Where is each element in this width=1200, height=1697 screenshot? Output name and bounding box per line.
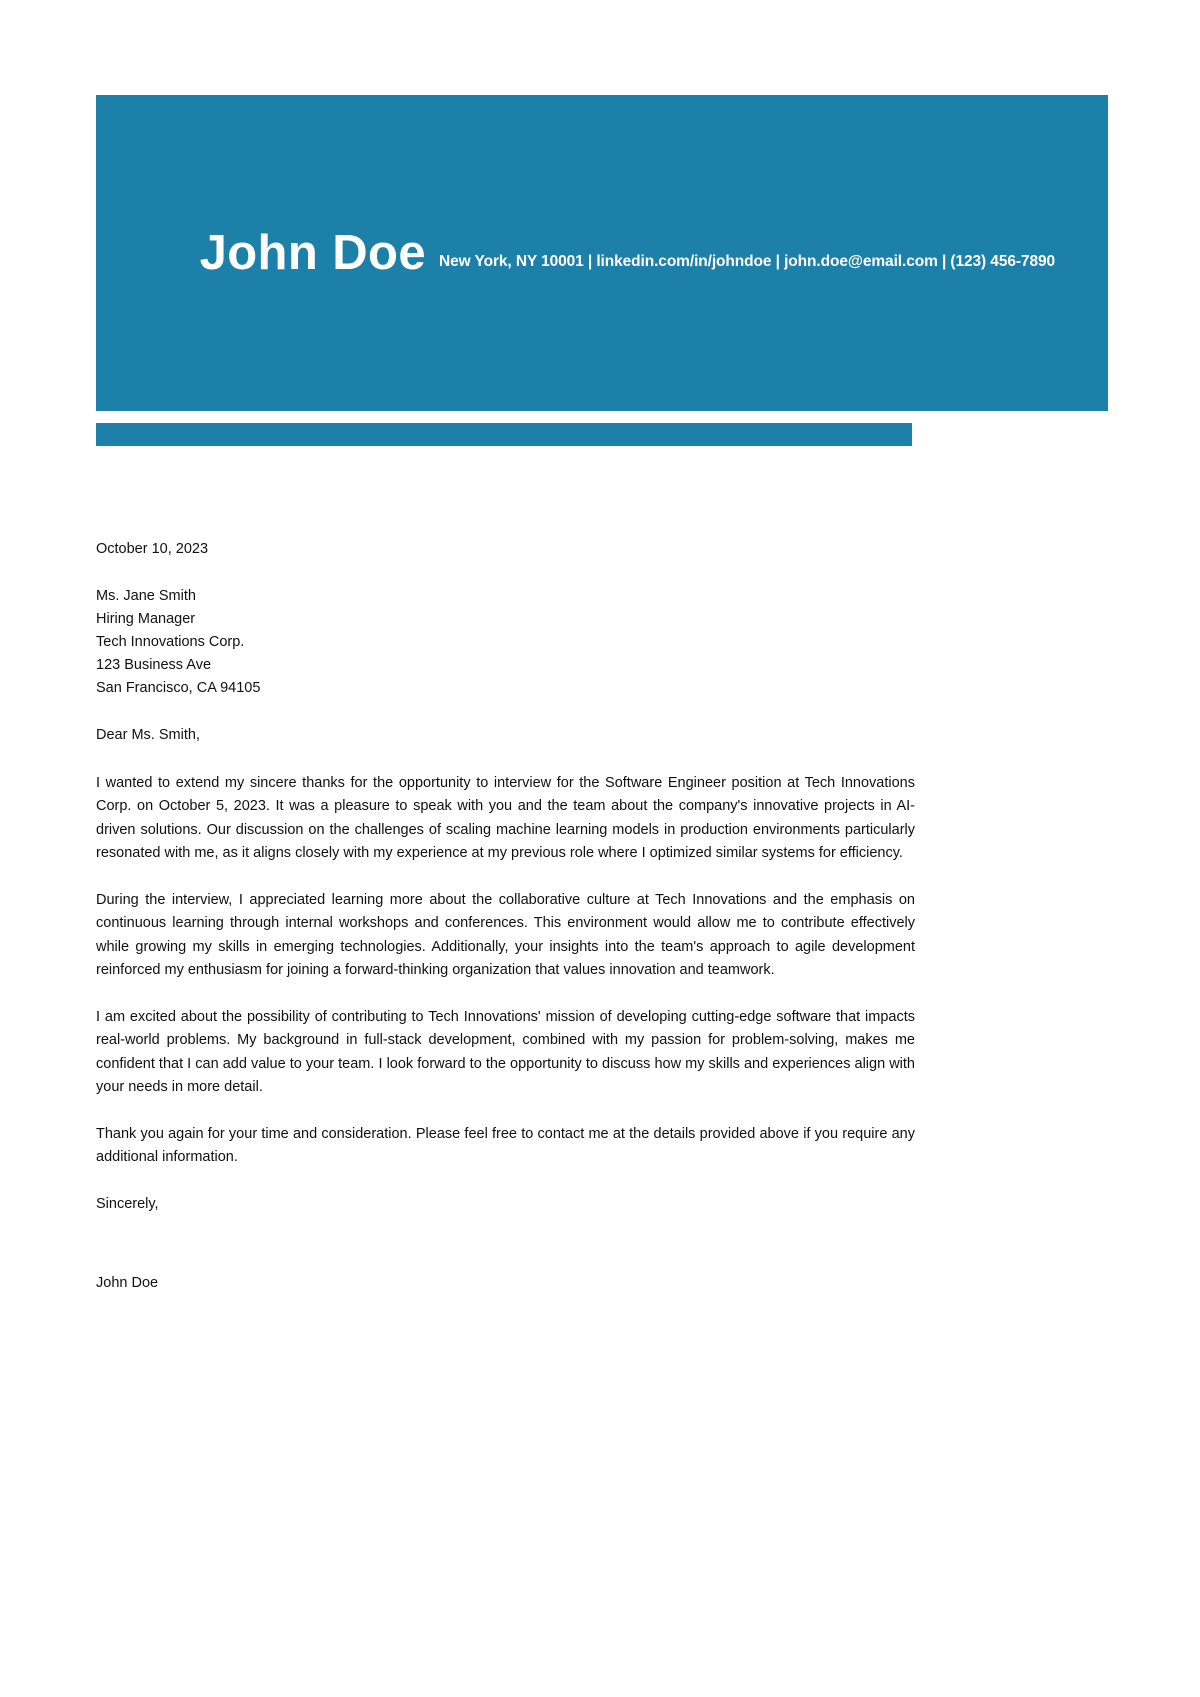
- header-content: [96, 95, 1056, 411]
- letter-body: [96, 538, 915, 1295]
- name-column: [96, 225, 426, 280]
- recipient-company: Tech Innovations Corp.: [96, 634, 245, 650]
- recipient-address-block: [96, 585, 915, 700]
- body-paragraph-1: I wanted to extend my sincere thanks for the opportunity to interview for the Software Engineer position at Tech Innovations Corp. on October 5, 2023. It was a pleasure to speak with you and the team about the company's innovative projects in AI-driven solutions. Our discussion on the challenges of scaling machine learning models in production environments particularly resonated with me, as it aligns closely with my experience at my previous role where I optimized similar systems for efficiency.: [96, 774, 915, 862]
- recipient-street: 123 Business Ave: [96, 656, 212, 673]
- recipient-title: Hiring Manager: [96, 611, 196, 628]
- signature-name: John Doe: [96, 1274, 159, 1291]
- body-paragraph-2: During the interview, I appreciated learning more about the collaborative culture at Tech Innovations and the emphasis on continuous learning through internal workshops and conferences. This environment would allow me to contribute effectively while growing my skills in emerging technologies. Additionally, your insights into the team's approach to agile development reinforced my enthusiasm for joining a forward-thinking organization that values innovation and teamwork.: [96, 891, 915, 979]
- salutation: Dear Ms. Smith,: [96, 726, 200, 743]
- recipient-name: Ms. Jane Smith: [96, 588, 196, 605]
- recipient-city-state-zip: San Francisco, CA 94105: [96, 679, 261, 696]
- page-title: John Doe: [199, 225, 426, 280]
- closing-salutation: Sincerely,: [96, 1195, 159, 1212]
- body-paragraph-3: I am excited about the possibility of contributing to Tech Innovations' mission of developing cutting-edge software that impacts real-world problems. My background in full-stack development, combined with my passion for problem-solving, makes me confident that I can add value to your team. I look forward to the opportunity to discuss how my skills and experiences align with your needs in more detail.: [96, 1008, 915, 1096]
- letter-date: October 10, 2023: [96, 541, 209, 557]
- contact-info-line: New York, NY 10001 | linkedin.com/in/johndoe | john.doe@email.com | (123) 456-7890: [439, 252, 1056, 270]
- contact-column: [426, 235, 1055, 272]
- body-paragraph-4: Thank you again for your time and consideration. Please feel free to contact me at the details provided above if you require any additional information.: [96, 1125, 915, 1166]
- header-banner: [96, 95, 1108, 411]
- accent-bar: [96, 423, 912, 446]
